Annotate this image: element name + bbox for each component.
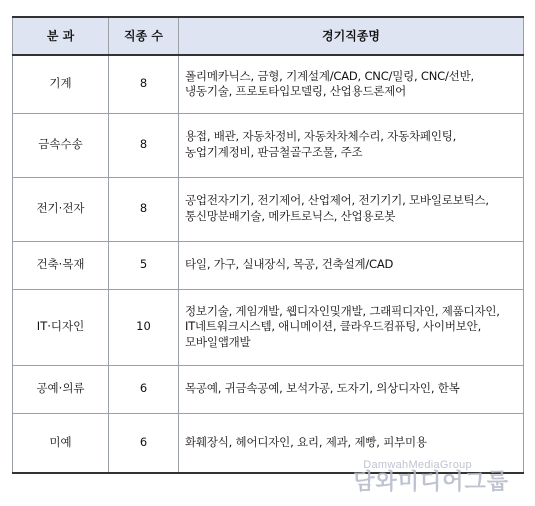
skill-names-line: IT네트워크시스템, 애니메이션, 클라우드컴퓨팅, 사이버보안, xyxy=(185,319,482,334)
count-cell: 5 xyxy=(109,241,179,289)
count-cell: 6 xyxy=(109,413,179,473)
table-row xyxy=(13,241,524,289)
table-row xyxy=(13,365,524,413)
skill-names-line: 목공예, 귀금속공예, 보석가공, 도자기, 의상디자인, 한복 xyxy=(185,381,460,396)
count-cell: 10 xyxy=(109,289,179,365)
skill-names-line: 통신망분배기술, 메카트로닉스, 산업용로봇 xyxy=(185,209,396,223)
header-names: 경기직종명 xyxy=(179,17,524,55)
skill-names-line: 농업기계정비, 판금철골구조물, 주조 xyxy=(185,145,363,159)
skill-names-line: 폴리메카닉스, 금형, 기계설계/CAD, CNC/밀링, CNC/선반, xyxy=(185,68,474,83)
table-row xyxy=(13,55,524,113)
header-division: 분 과 xyxy=(13,17,109,55)
skill-names-line: 용접, 배관, 자동차정비, 자동차차체수리, 자동차페인팅, xyxy=(185,129,457,144)
table-row xyxy=(13,113,524,177)
division-cell: 전기·전자 xyxy=(13,177,109,241)
table-row xyxy=(13,413,524,473)
count-cell: 8 xyxy=(109,177,179,241)
skill-names-line: 타일, 가구, 실내장식, 목공, 건축설계/CAD xyxy=(185,257,394,272)
table-header-row xyxy=(13,17,524,55)
table-row xyxy=(13,177,524,241)
count-cell: 6 xyxy=(109,365,179,413)
division-cell: IT·디자인 xyxy=(13,289,109,365)
skill-names-cell xyxy=(179,177,524,241)
division-cell: 공예·의류 xyxy=(13,365,109,413)
skill-names-cell xyxy=(179,113,524,177)
division-cell: 미예 xyxy=(13,413,109,473)
watermark-korean: 담와미디어그룹 xyxy=(353,470,509,495)
division-cell: 금속수송 xyxy=(13,113,109,177)
skill-names-cell xyxy=(179,55,524,113)
header-count: 직종 수 xyxy=(109,17,179,55)
skill-names-line: 화훼장식, 헤어디자인, 요리, 제과, 제빵, 피부미용 xyxy=(185,434,427,449)
watermark-english: DamwahMediaGroup xyxy=(363,459,472,471)
skill-names-cell xyxy=(179,289,524,365)
skill-names-line: 모바일앱개발 xyxy=(185,334,251,349)
skill-names-cell xyxy=(179,365,524,413)
count-cell: 8 xyxy=(109,113,179,177)
skill-names-cell xyxy=(179,413,524,473)
table-row xyxy=(13,289,524,365)
skills-table xyxy=(12,16,524,474)
division-cell: 건축·목재 xyxy=(13,241,109,289)
count-cell: 8 xyxy=(109,55,179,113)
skill-names-line: 냉동기술, 프로토타입모델링, 산업용드론제어 xyxy=(185,84,407,99)
skill-names-line: 공업전자기기, 전기제어, 산업제어, 전기기기, 모바일로보틱스, xyxy=(185,193,489,208)
skill-names-line: 정보기술, 게임개발, 웹디자인및개발, 그래픽디자인, 제품디자인, xyxy=(185,303,500,318)
skill-names-cell xyxy=(179,241,524,289)
division-cell: 기계 xyxy=(13,55,109,113)
